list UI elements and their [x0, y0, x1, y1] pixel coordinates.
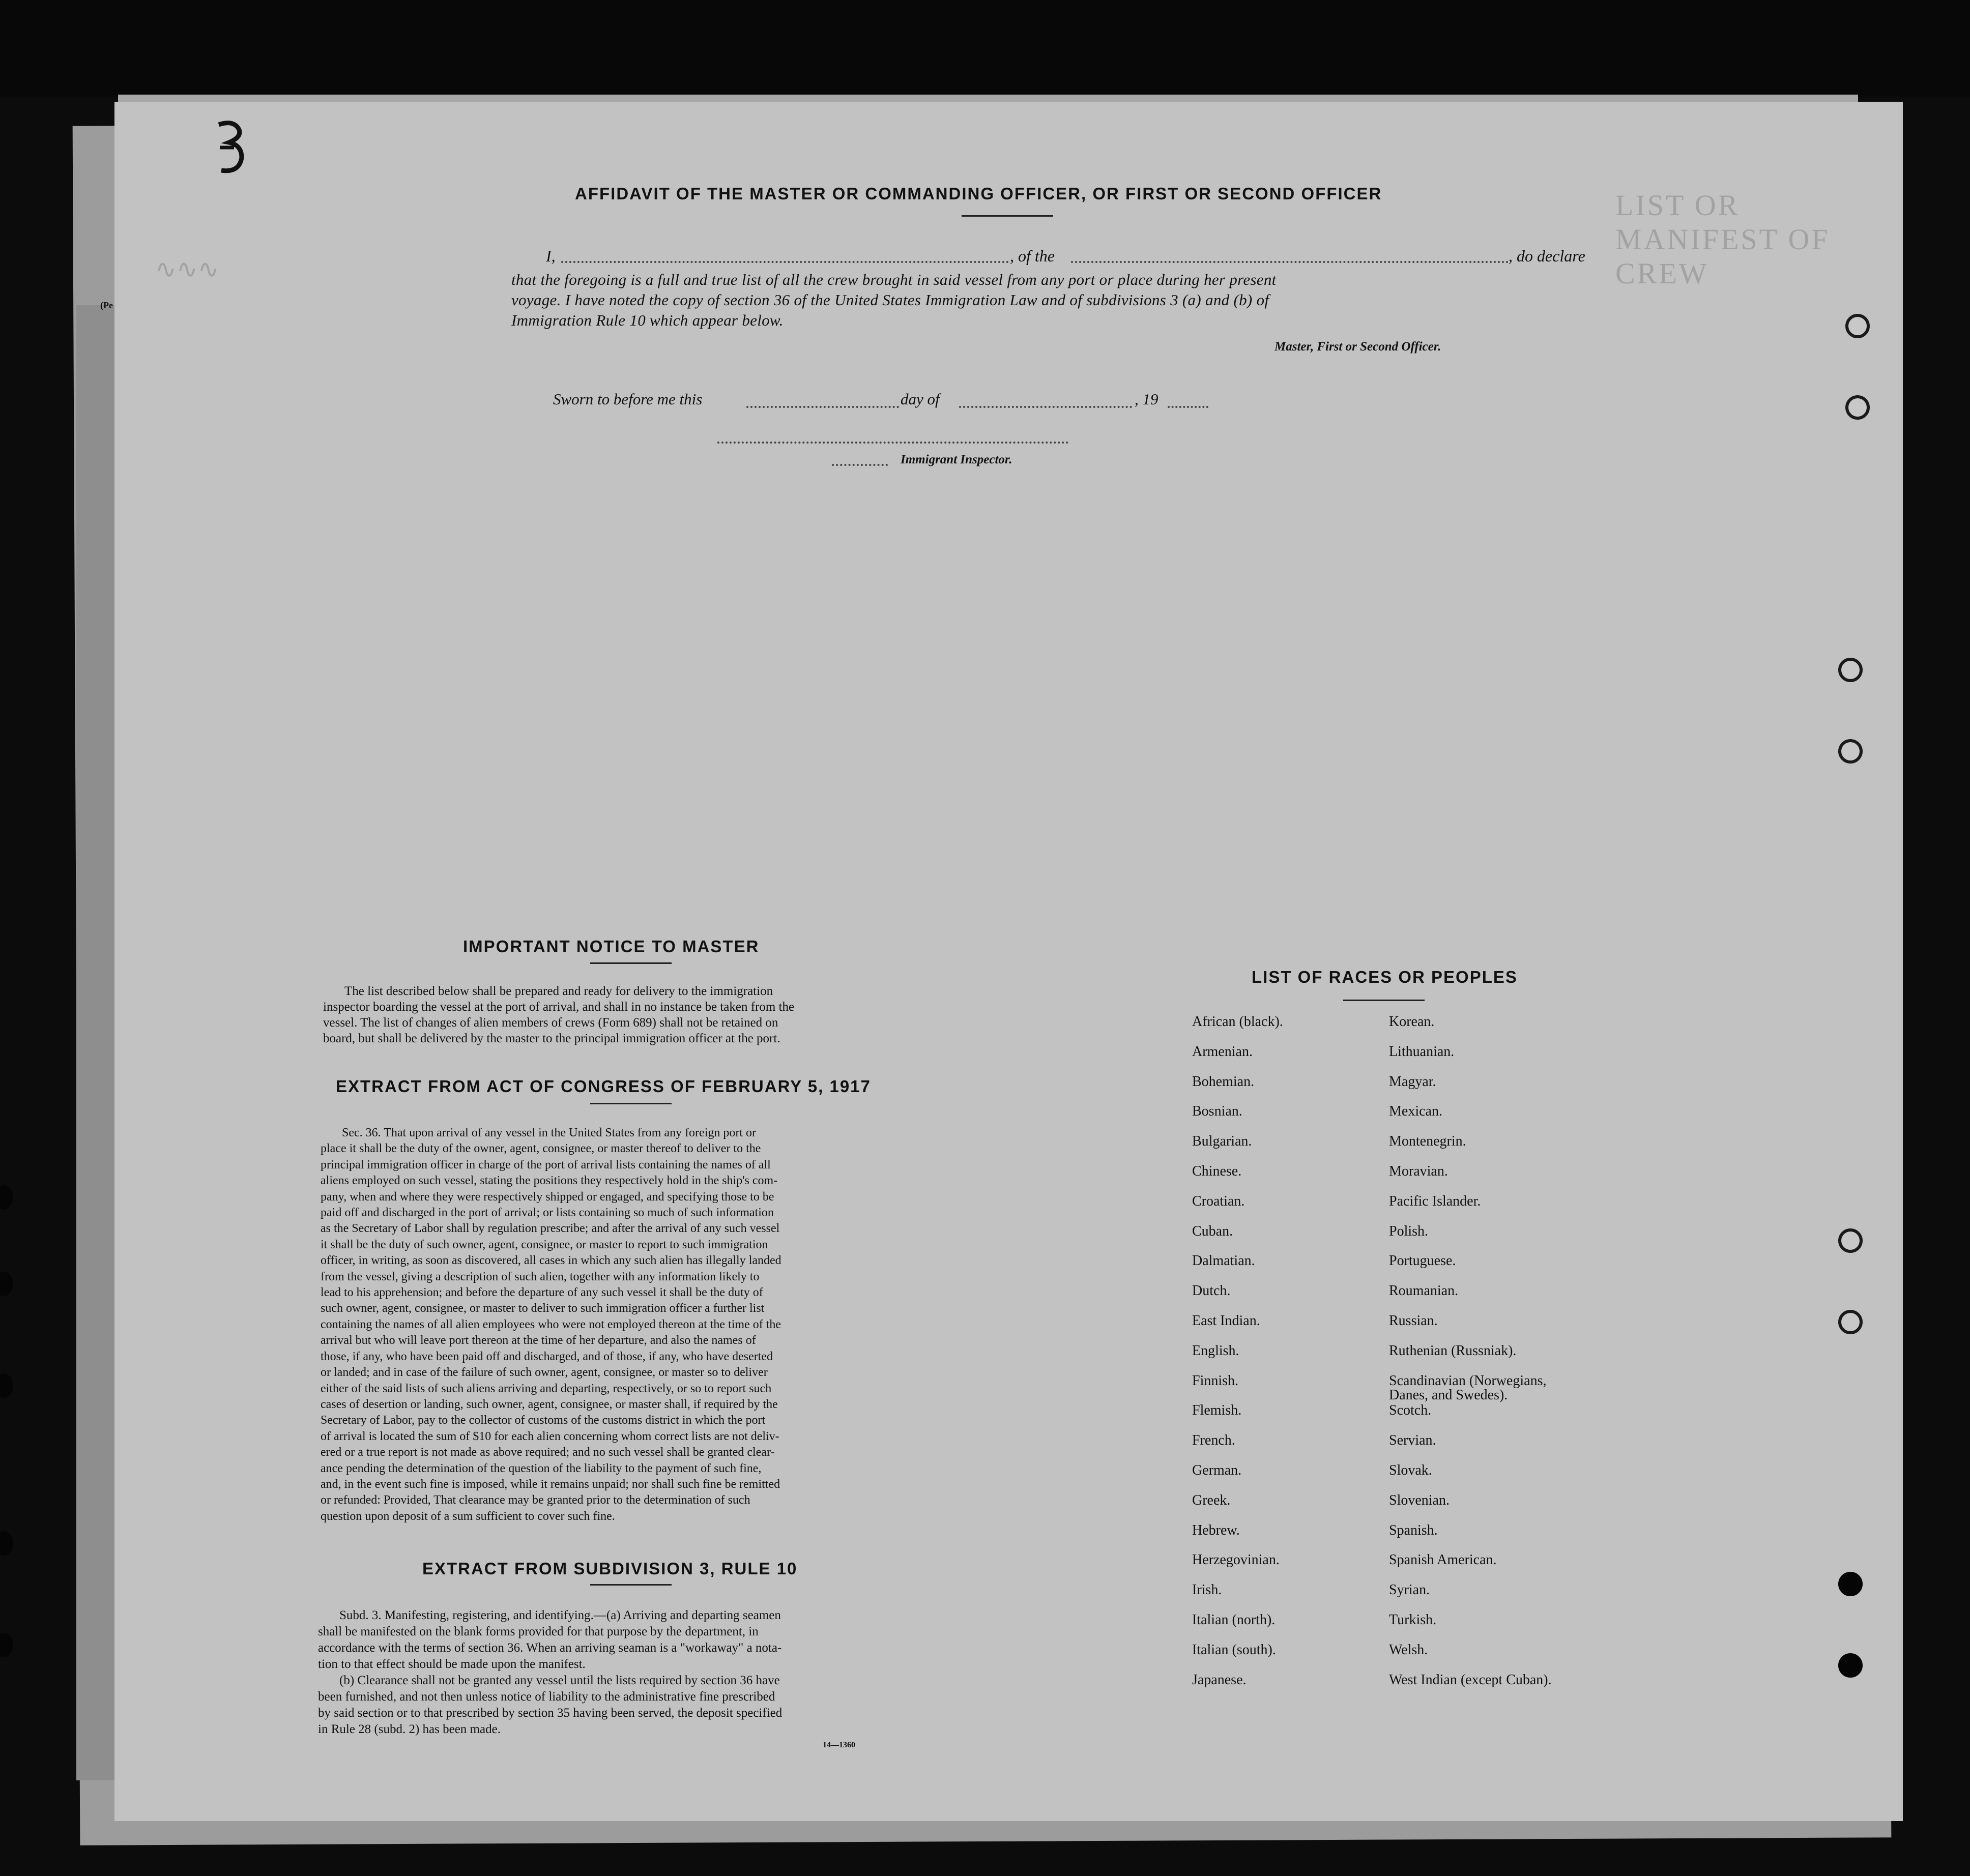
statement-line-2: voyage. I have noted the copy of section 36 of the United States Immigration Law and of subdivisions 3 (a) and (b) of [511, 291, 1269, 309]
race-entry: Herzegovinian. [1192, 1552, 1280, 1568]
notice-rule [590, 962, 672, 964]
punch-hole-icon [1845, 395, 1870, 420]
rule-extract-rule [590, 1584, 672, 1586]
race-entry: Finnish. [1192, 1372, 1239, 1389]
form-number: 14—1360 [823, 1741, 855, 1749]
margin-mark: (Pe [100, 300, 113, 310]
binding-hole-icon [0, 1373, 13, 1398]
notice-line: The list described below shall be prepared and ready for delivery to the immigration [344, 984, 773, 998]
declarant-label: I, [546, 247, 556, 265]
act-line: cases of desertion or landing, such owner, agent, consignee, or master shall, if required by the [321, 1397, 778, 1411]
race-entry: Pacific Islander. [1389, 1193, 1481, 1209]
race-entry: Cuban. [1192, 1223, 1233, 1239]
affidavit-title: AFFIDAVIT OF THE MASTER OR COMMANDING OFFICER, OR FIRST OR SECOND OFFICER [575, 184, 1382, 203]
race-entry: East Indian. [1192, 1313, 1260, 1329]
race-entry: Bulgarian. [1192, 1133, 1252, 1150]
act-line: principal immigration officer in charge of the port of arrival lists containing the names of all [321, 1158, 771, 1171]
punch-hole-icon [1838, 1228, 1863, 1253]
race-entry: Bohemian. [1192, 1073, 1255, 1090]
punch-hole-icon [1845, 314, 1870, 338]
race-entry: German. [1192, 1462, 1242, 1478]
inspector-lead-dots [832, 464, 888, 466]
race-entry: Chinese. [1192, 1163, 1242, 1179]
punch-hole-icon [1838, 1653, 1863, 1678]
rule-line: been furnished, and not then unless notice of liability to the administrative fine prescribed [318, 1690, 775, 1704]
race-entry: Polish. [1389, 1223, 1429, 1239]
sworn-month-blank [959, 406, 1132, 408]
act-line: such owner, agent, consignee, or master to deliver to such immigration officer a further list [321, 1302, 765, 1315]
race-entry: Italian (north). [1192, 1612, 1276, 1628]
act-line: lead to his apprehension; and before the departure of any such vessel it shall be the duty of [321, 1286, 763, 1300]
race-entry: Flemish. [1192, 1402, 1242, 1419]
statement-line-3: Immigration Rule 10 which appear below. [511, 311, 784, 329]
punch-hole-icon [1838, 739, 1863, 764]
notice-text [323, 983, 898, 1046]
sworn-year-blank [1168, 406, 1208, 408]
affidavit-page [100, 102, 1903, 1821]
race-entry: Slovak. [1389, 1462, 1432, 1478]
act-line: ance pending the determination of the question of the liability to the payment of such fine, [321, 1461, 762, 1475]
race-entry: Italian (south). [1192, 1641, 1276, 1658]
rule-line: (b) Clearance shall not be granted any vessel until the lists required by section 36 have [339, 1674, 780, 1687]
inspector-signature-blank [717, 442, 1068, 444]
act-line: paid off and discharged in the port of arrival; or lists containing so much of such information [321, 1206, 774, 1220]
act-line: of arrival is located the sum of $10 for each alien concerning whom correct lists are not deliv- [321, 1429, 779, 1443]
race-entry: Hebrew. [1192, 1522, 1240, 1538]
act-line: from the vessel, giving a description of such alien, together with any information likely to [321, 1270, 760, 1283]
act-line: Sec. 36. That upon arrival of any vessel in the United States from any foreign port or [342, 1126, 757, 1139]
section-36-text [321, 1125, 898, 1525]
race-entry: Roumanian. [1389, 1283, 1459, 1299]
race-entry: Bosnian. [1192, 1103, 1242, 1120]
day-of-label: day of [901, 390, 940, 408]
binding-hole-icon [0, 1185, 13, 1210]
rule-line: accordance with the terms of section 36. When an arriving seaman is a "workaway" a nota- [318, 1641, 782, 1655]
act-line: and, in the event such fine is imposed, while it remains unpaid; nor shall such fine be remitted [321, 1477, 780, 1491]
act-rule [590, 1103, 672, 1104]
act-line: containing the names of all alien employees who were not employed thereon at the time of the [321, 1317, 781, 1331]
act-line: either of the said lists of such aliens arriving and departing, respectively, or so to report such [321, 1382, 772, 1395]
races-title: LIST OF RACES OR PEOPLES [1252, 968, 1518, 986]
act-line: place it shall be the duty of the owner, agent, consignee, or master thereof to deliver to the [321, 1142, 761, 1156]
rule-10-text [318, 1607, 898, 1738]
punch-hole-icon [1838, 658, 1863, 682]
notice-line: vessel. The list of changes of alien members of crews (Form 689) shall not be retained on [323, 1016, 778, 1030]
race-entry: Ruthenian (Russniak). [1389, 1342, 1517, 1359]
race-entry: Japanese. [1192, 1672, 1247, 1688]
race-entry: Scandinavian (Norwegians, Danes, and Swedes). [1389, 1372, 1547, 1403]
race-entry: Spanish. [1389, 1522, 1438, 1538]
race-entry: Portuguese. [1389, 1253, 1456, 1269]
master-signature-label: Master, First or Second Officer. [1274, 340, 1441, 354]
race-entry: French. [1192, 1432, 1235, 1449]
race-entry: Moravian. [1389, 1163, 1448, 1179]
act-line: ered or a true report is not made as above required; and no such vessel shall be granted clear- [321, 1446, 775, 1459]
race-entry: Slovenian. [1389, 1492, 1450, 1508]
rule-line: Subd. 3. Manifesting, registering, and identifying.—(a) Arriving and departing seamen [339, 1608, 781, 1622]
race-entry: Korean. [1389, 1014, 1435, 1030]
race-entry: West Indian (except Cuban). [1389, 1672, 1552, 1688]
race-entry: English. [1192, 1342, 1239, 1359]
act-line: aliens employed on such vessel, stating the positions they respectively hold in the ship's com- [321, 1174, 778, 1188]
act-line: officer, in writing, as soon as discovered, all cases in which any such alien has illegally landed [321, 1254, 781, 1268]
sworn-label: Sworn to before me this [553, 390, 703, 408]
race-entry: Dalmatian. [1192, 1253, 1255, 1269]
race-entry: Armenian. [1192, 1043, 1253, 1060]
act-line: arrival but who will leave port thereon at the time of her departure, and also the names of [321, 1334, 756, 1347]
races-rule [1343, 1000, 1425, 1001]
race-entry: Magyar. [1389, 1073, 1436, 1090]
race-entry: Montenegrin. [1389, 1133, 1466, 1150]
race-entry: Irish. [1192, 1582, 1222, 1598]
act-line: question upon deposit of a sum sufficient to cover such fine. [321, 1509, 615, 1523]
race-entry: Lithuanian. [1389, 1043, 1455, 1060]
vessel-of-the-label: , of the [1010, 247, 1055, 265]
rule-extract-title: EXTRACT FROM SUBDIVISION 3, RULE 10 [422, 1559, 798, 1578]
notice-line: inspector boarding the vessel at the port of arrival, and shall in no instance be taken from the [323, 1000, 795, 1014]
punch-hole-icon [1838, 1572, 1863, 1596]
act-line: or refunded: Provided, That clearance may be granted prior to the determination of such [321, 1493, 750, 1507]
rule-line: in Rule 28 (subd. 2) has been made. [318, 1722, 501, 1736]
act-line: pany, when and where they were respectively shipped or engaged, and specifying those to be [321, 1190, 774, 1204]
act-line: Secretary of Labor, pay to the collector of customs of the customs district in which the port [321, 1414, 766, 1427]
act-line: those, if any, who have been paid off and discharged, and of those, if any, who have deserted [321, 1350, 773, 1363]
race-entry: African (black). [1192, 1014, 1283, 1030]
act-line: it shall be the duty of such owner, agent, consignee, or master to report to such immigration [321, 1238, 768, 1251]
act-extract-title: EXTRACT FROM ACT OF CONGRESS OF FEBRUARY 5, 1917 [336, 1077, 871, 1096]
declare-label: , do declare [1509, 247, 1585, 265]
race-entry: Spanish American. [1389, 1552, 1497, 1568]
race-entry: Russian. [1389, 1313, 1438, 1329]
race-entry: Mexican. [1389, 1103, 1442, 1120]
rule-line: tion to that effect should be made upon the manifest. [318, 1657, 586, 1671]
race-entry: Servian. [1389, 1432, 1436, 1449]
race-entry: Scotch. [1389, 1402, 1432, 1419]
year-label: , 19 [1135, 390, 1158, 408]
punch-hole-icon [1838, 1310, 1863, 1334]
inspector-label: Immigrant Inspector. [901, 453, 1012, 466]
page-number-stamp-icon [214, 120, 246, 175]
vessel-name-blank [1071, 261, 1509, 263]
dark-band [0, 0, 1970, 97]
race-entry: Dutch. [1192, 1283, 1231, 1299]
statement-line-1: that the foregoing is a full and true list of all the crew brought in said vessel from any port or place during her present [511, 271, 1277, 288]
binding-hole-icon [0, 1633, 13, 1657]
declarant-blank [561, 261, 1009, 263]
race-entry: Welsh. [1389, 1641, 1428, 1658]
act-line: as the Secretary of Labor shall by regulation prescribe; and after the arrival of any such vessel [321, 1222, 780, 1236]
sworn-day-blank [746, 406, 899, 408]
race-entry: Greek. [1192, 1492, 1231, 1508]
binding-hole-icon [0, 1531, 13, 1556]
race-entry: Turkish. [1389, 1612, 1437, 1628]
rule-line: by said section or to that prescribed by section 35 having been served, the deposit specified [318, 1706, 783, 1720]
act-line: or landed; and in case of the failure of such owner, agent, consignee, or master so to deliver [321, 1366, 768, 1380]
binding-hole-icon [0, 1272, 13, 1296]
notice-line: board, but shall be delivered by the master to the principal immigration officer at the port. [323, 1032, 780, 1045]
bleed-through-text: LIST OR MANIFEST OF CREW [1615, 189, 1830, 290]
race-entry: Croatian. [1192, 1193, 1245, 1209]
left-page-strip [76, 305, 114, 1780]
rule-line: shall be manifested on the blank forms provided for that purpose by the department, in [318, 1625, 759, 1638]
bleed-through-text: ∿∿∿ [155, 255, 219, 283]
notice-title: IMPORTANT NOTICE TO MASTER [463, 937, 760, 956]
race-entry: Syrian. [1389, 1582, 1430, 1598]
title-rule [962, 215, 1053, 217]
